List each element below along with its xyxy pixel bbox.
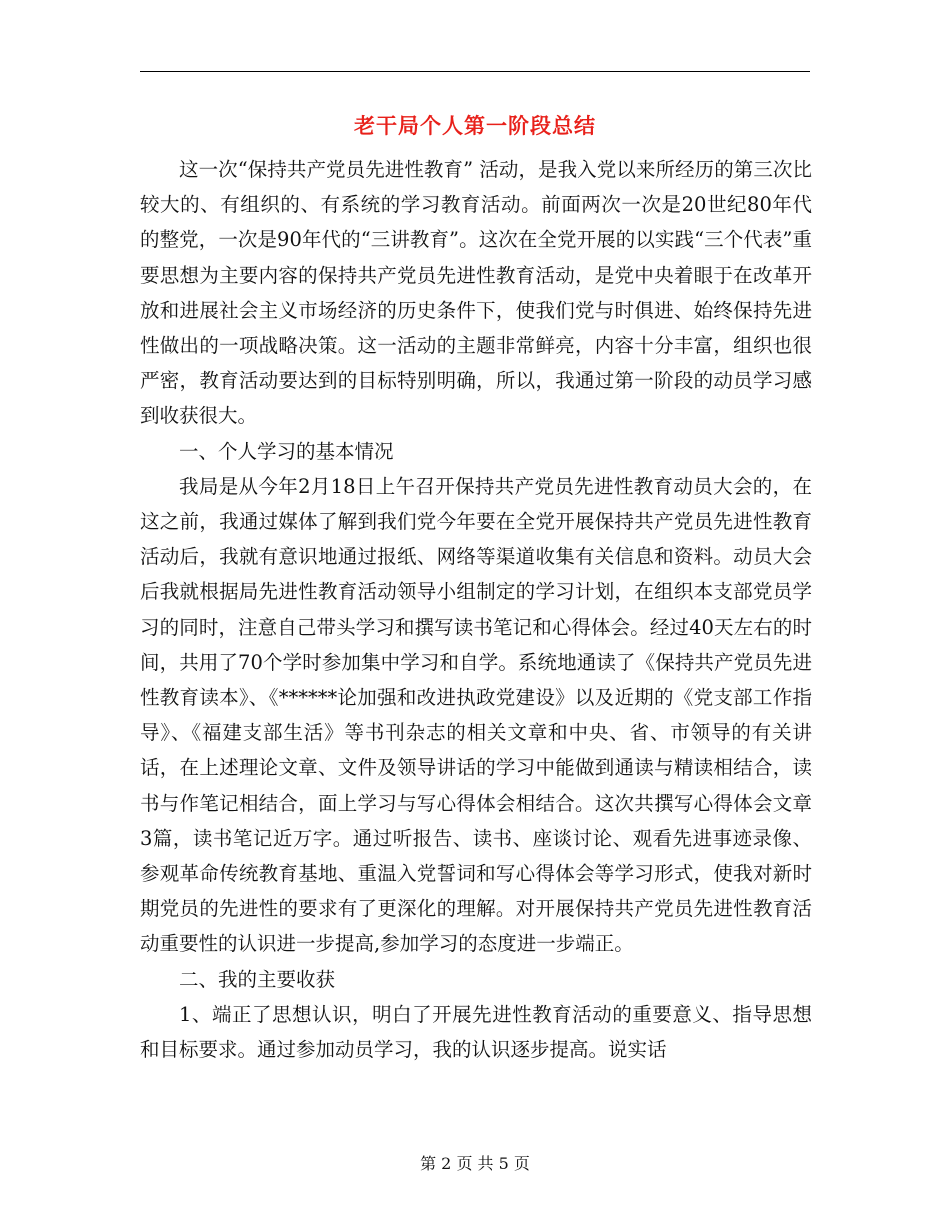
page-footer bbox=[0, 1153, 950, 1175]
document-body bbox=[140, 152, 812, 1067]
section-heading-1: 一、个人学习的基本情况 bbox=[179, 439, 394, 463]
section-heading-2: 二、我的主要收获 bbox=[179, 967, 336, 991]
page-number: 第 2 页 共 5 页 bbox=[420, 1154, 530, 1173]
document-title: 老干局个人第一阶段总结 bbox=[354, 114, 596, 138]
paragraph-study: 我局是从今年2月18日上午召开保持共产党员先进性教育动员大会的，在这之前，我通过媒体了解到我们党今年要在全党开展保持共产党员先进性教育活动后，我就有意识地通过报纸、网络等渠道收集有关信息和资料。动员大会后我就根据局先进性教育活动领导小组制定的学习计划，在组织本支部党员学习的同时，注意自己带头学习和撰写读书笔记和心得体会。经过40天左右的时间，共用了70个学时参加集中学习和自学。系统地通读了《保持共产党员先进性教育读本》、《******论加强和改进执政党建设》以及近期的《党支部工作指导》、《福建支部生活》等书刊杂志的相关文章和中央、省、市领导的有关讲话，在上述理论文章、文件及领导讲话的学习中能做到通读与精读相结合，读书与作笔记相结合，面上学习与写心得体会相结合。这次共撰写心得体会文章3篇，读书笔记近万字。通过听报告、读书、座谈讨论、观看先进事迹录像、参观革命传统教育基地、重温入党誓词和写心得体会等学习形式，使我对新时期党员的先进性的要求有了更深化的理解。对开展保持共产党员先进性教育活动重要性的认识进一步提高,参加学习的态度进一步端正。 bbox=[140, 474, 812, 956]
header-rule bbox=[140, 71, 810, 72]
paragraph-gains: 1、端正了思想认识，明白了开展先进性教育活动的重要意义、指导思想和目标要求。通过参加动员学习，我的认识逐步提高。说实话 bbox=[140, 1002, 812, 1062]
paragraph-intro: 这一次“保持共产党员先进性教育” 活动，是我入党以来所经历的第三次比较大的、有组织的、有系统的学习教育活动。前面两次一次是20世纪80年代的整党，一次是90年代的“三讲教育”。这次在全党开展的以实践“三个代表”重要思想为主要内容的保持共产党员先进性教育活动，是党中央着眼于在改革开放和进展社会主义市场经济的历史条件下，使我们党与时俱进、始终保持先进性做出的一项战略决策。这一活动的主题非常鲜亮，内容十分丰富，组织也很严密，教育活动要达到的目标特别明确，所以，我通过第一阶段的动员学习感到收获很大。 bbox=[140, 158, 812, 428]
